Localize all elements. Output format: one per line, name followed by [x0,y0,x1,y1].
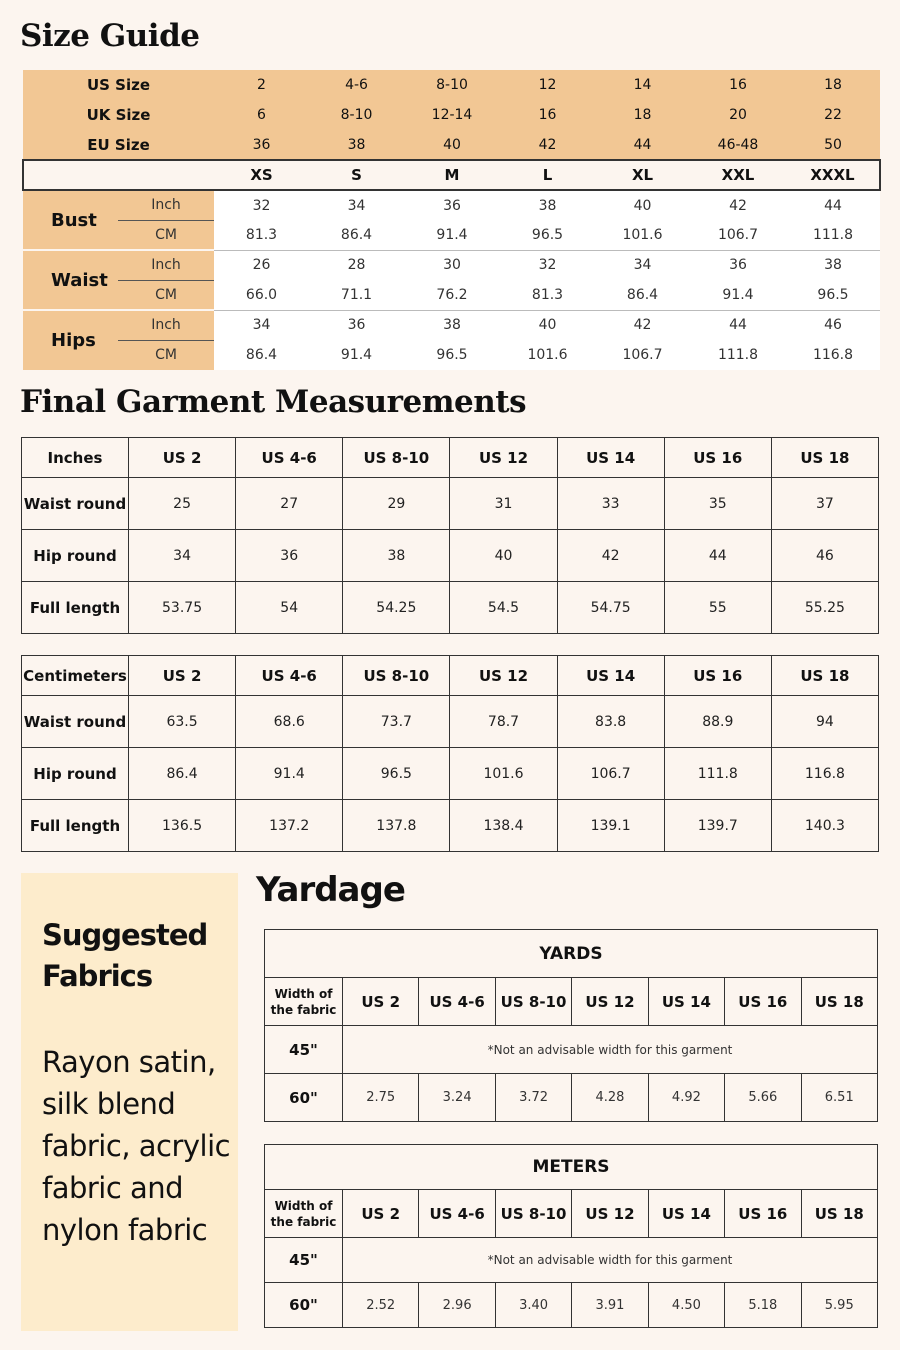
letter-size-cell: XL [595,160,690,190]
table-row [22,748,879,800]
size-header: US 4-6 [236,438,343,478]
uk-size-label: UK Size [86,106,151,124]
value-cell: 35 [664,478,771,530]
hips-inch-cell: 40 [500,310,595,340]
corner-label: Centimeters [22,656,129,696]
eu-size-cell: 50 [824,136,842,153]
suggested-fabrics-heading: Suggested Fabrics [42,918,208,993]
us-size-cell: 18 [824,77,842,93]
value-cell: 101.6 [450,748,557,800]
value-cell: 4.50 [648,1283,724,1328]
value-cell: 40 [450,530,557,582]
hips-cm-cell: 86.4 [214,340,309,370]
size-header: US 12 [572,978,648,1026]
waist-inch-cell: 26 [214,250,309,280]
us-size-cell: 14 [633,77,652,93]
value-cell: 29 [343,478,450,530]
value-cell: 3.72 [495,1074,571,1122]
waist-inch-cell: 30 [404,250,500,280]
value-cell: 6.51 [801,1074,877,1122]
suggested-fabrics-panel [21,873,238,1331]
table-row [265,1283,878,1328]
size-header: US 16 [664,438,771,478]
eu-size-cell: 36 [252,136,271,153]
value-cell: 78.7 [450,696,557,748]
not-advisable-note: *Not an advisable width for this garment [343,1238,878,1283]
hips-cm-label: CM [118,340,214,370]
bust-label: Bust [23,190,118,250]
size-header: US 18 [771,438,878,478]
width-60-label: 60" [265,1074,343,1122]
eu-size-cell: 44 [633,136,652,153]
us-size-cell: 8-10 [436,77,468,93]
letter-size-cell: XXXL [786,160,880,190]
waist-inch-label: Inch [118,250,214,280]
value-cell: 136.5 [129,800,236,852]
us-size-row [23,70,880,100]
size-header: US 18 [801,1190,877,1238]
bust-cm-cell: 96.5 [500,220,595,250]
row-label: Hip round [22,530,129,582]
hips-cm-cell: 111.8 [690,340,786,370]
hips-cm-cell: 116.8 [786,340,880,370]
table-row [22,582,879,634]
uk-size-row [23,100,880,130]
row-label: Waist round [22,478,129,530]
size-header: US 14 [557,438,664,478]
value-cell: 54.5 [450,582,557,634]
waist-inch-cell: 36 [690,250,786,280]
meters-caption: METERS [265,1145,878,1190]
final-garment-inches-table [21,437,879,634]
value-cell: 4.28 [572,1074,648,1122]
width-45-label: 45" [265,1026,343,1074]
hips-label: Hips [23,310,118,370]
value-cell: 46 [771,530,878,582]
size-header: US 16 [664,656,771,696]
corner-label: Inches [22,438,129,478]
value-cell: 106.7 [557,748,664,800]
letter-size-row [23,160,880,190]
waist-cm-label: CM [118,280,214,310]
us-size-cell: 12 [538,77,557,93]
letter-size-cell: M [404,160,500,190]
value-cell: 2.52 [343,1283,419,1328]
us-size-cell: 4-6 [345,77,368,93]
waist-label: Waist [23,250,118,310]
letter-size-cell: XXL [690,160,786,190]
value-cell: 140.3 [771,800,878,852]
letter-size-cell: XS [214,160,309,190]
size-header: US 14 [648,978,724,1026]
row-label: Hip round [22,748,129,800]
waist-inch-cell: 28 [309,250,404,280]
bust-cm-cell: 91.4 [404,220,500,250]
bust-cm-row [23,220,880,250]
value-cell: 31 [450,478,557,530]
width-45-label: 45" [265,1238,343,1283]
bust-inch-label: Inch [118,190,214,220]
size-header: US 12 [572,1190,648,1238]
us-size-cell: 2 [257,77,266,93]
value-cell: 116.8 [771,748,878,800]
value-cell: 63.5 [129,696,236,748]
size-header: US 4-6 [236,656,343,696]
bust-inch-cell: 44 [786,190,880,220]
table-row [22,696,879,748]
value-cell: 54.75 [557,582,664,634]
waist-inch-cell: 38 [786,250,880,280]
value-cell: 53.75 [129,582,236,634]
size-header: US 8-10 [495,1190,571,1238]
value-cell: 54 [236,582,343,634]
size-guide-table [22,70,879,371]
table-row [265,1074,878,1122]
bust-inch-cell: 34 [309,190,404,220]
table-row [265,1026,878,1074]
hips-inch-row [23,310,880,340]
width-label: Width of the fabric [265,1190,343,1238]
value-cell: 27 [236,478,343,530]
yardage-yards-table [264,929,878,1122]
value-cell: 3.91 [572,1283,648,1328]
table-row [265,1238,878,1283]
value-cell: 55.25 [771,582,878,634]
value-cell: 5.95 [801,1283,877,1328]
waist-cm-cell: 91.4 [690,280,786,310]
not-advisable-note: *Not an advisable width for this garment [343,1026,878,1074]
value-cell: 54.25 [343,582,450,634]
hips-inch-label: Inch [118,310,214,340]
value-cell: 94 [771,696,878,748]
size-header: US 2 [129,438,236,478]
waist-cm-cell: 81.3 [500,280,595,310]
letter-size-cell: S [309,160,404,190]
uk-size-cell: 22 [824,107,842,123]
final-garment-title: Final Garment Measurements [20,384,527,420]
value-cell: 55 [664,582,771,634]
waist-cm-cell: 71.1 [309,280,404,310]
value-cell: 88.9 [664,696,771,748]
value-cell: 68.6 [236,696,343,748]
value-cell: 25 [129,478,236,530]
size-header: US 8-10 [343,438,450,478]
value-cell: 5.18 [725,1283,801,1328]
value-cell: 137.8 [343,800,450,852]
value-cell: 91.4 [236,748,343,800]
size-header: US 16 [725,1190,801,1238]
waist-cm-cell: 86.4 [595,280,690,310]
row-label: Waist round [22,696,129,748]
size-header: US 2 [343,978,419,1026]
width-60-label: 60" [265,1283,343,1328]
row-label: Full length [22,582,129,634]
size-header: US 14 [557,656,664,696]
size-header: US 12 [450,438,557,478]
size-header: US 14 [648,1190,724,1238]
eu-size-row [23,130,880,160]
suggested-fabrics-text: Rayon satin, silk blend fabric, acrylic fabric and nylon fabric [42,1045,231,1247]
row-label: Full length [22,800,129,852]
value-cell: 44 [664,530,771,582]
waist-inch-cell: 32 [500,250,595,280]
value-cell: 2.96 [419,1283,495,1328]
waist-inch-cell: 34 [595,250,690,280]
eu-size-cell: 46-48 [717,136,759,153]
uk-size-cell: 12-14 [431,107,473,123]
uk-size-cell: 16 [538,107,557,123]
value-cell: 4.92 [648,1074,724,1122]
bust-cm-label: CM [118,220,214,250]
waist-cm-cell: 96.5 [786,280,880,310]
size-guide-title: Size Guide [20,18,200,54]
bust-cm-cell: 81.3 [214,220,309,250]
final-garment-centimeters-table [21,655,879,852]
uk-size-cell: 6 [257,107,266,123]
bust-inch-cell: 38 [500,190,595,220]
eu-size-cell: 42 [538,136,557,153]
value-cell: 34 [129,530,236,582]
eu-size-cell: 40 [443,136,461,153]
value-cell: 5.66 [725,1074,801,1122]
bust-cm-cell: 111.8 [786,220,880,250]
bust-cm-cell: 86.4 [309,220,404,250]
size-header: US 2 [129,656,236,696]
bust-inch-cell: 40 [595,190,690,220]
us-size-cell: 16 [729,77,747,93]
size-header: US 18 [771,656,878,696]
table-row [22,478,879,530]
size-header: US 4-6 [419,978,495,1026]
hips-inch-cell: 42 [595,310,690,340]
value-cell: 38 [343,530,450,582]
letter-size-cell: L [500,160,595,190]
bust-inch-cell: 32 [214,190,309,220]
value-cell: 37 [771,478,878,530]
eu-size-cell: 38 [347,136,366,153]
size-header: US 18 [801,978,877,1026]
width-label: Width of the fabric [265,978,343,1026]
value-cell: 2.75 [343,1074,419,1122]
value-cell: 73.7 [343,696,450,748]
bust-cm-cell: 101.6 [595,220,690,250]
hips-inch-cell: 46 [786,310,880,340]
hips-cm-cell: 96.5 [404,340,500,370]
yardage-meters-table [264,1144,878,1328]
waist-inch-row [23,250,880,280]
uk-size-cell: 8-10 [340,107,373,123]
value-cell: 111.8 [664,748,771,800]
hips-cm-cell: 106.7 [595,340,690,370]
value-cell: 33 [557,478,664,530]
us-size-label: US Size [86,76,151,94]
value-cell: 137.2 [236,800,343,852]
value-cell: 138.4 [450,800,557,852]
value-cell: 139.7 [664,800,771,852]
uk-size-cell: 18 [633,107,652,123]
yardage-title: Yardage [256,870,405,910]
size-header: US 16 [725,978,801,1026]
letter-size-blank [23,160,214,190]
eu-size-label: EU Size [87,135,150,154]
value-cell: 96.5 [343,748,450,800]
bust-cm-cell: 106.7 [690,220,786,250]
hips-inch-cell: 34 [214,310,309,340]
size-header: US 12 [450,656,557,696]
bust-inch-cell: 36 [404,190,500,220]
hips-inch-cell: 36 [309,310,404,340]
size-header: US 4-6 [419,1190,495,1238]
value-cell: 36 [236,530,343,582]
value-cell: 139.1 [557,800,664,852]
table-row [22,800,879,852]
waist-cm-cell: 76.2 [404,280,500,310]
waist-cm-cell: 66.0 [214,280,309,310]
hips-inch-cell: 38 [404,310,500,340]
value-cell: 83.8 [557,696,664,748]
bust-inch-row [23,190,880,220]
yards-caption: YARDS [265,930,878,978]
size-header: US 8-10 [495,978,571,1026]
waist-cm-row [23,280,880,310]
size-header: US 8-10 [343,656,450,696]
hips-inch-cell: 44 [690,310,786,340]
value-cell: 3.40 [495,1283,571,1328]
value-cell: 86.4 [129,748,236,800]
hips-cm-cell: 101.6 [500,340,595,370]
value-cell: 3.24 [419,1074,495,1122]
hips-cm-row [23,340,880,370]
uk-size-cell: 20 [729,107,747,123]
table-row [22,530,879,582]
value-cell: 42 [557,530,664,582]
size-header: US 2 [343,1190,419,1238]
bust-inch-cell: 42 [690,190,786,220]
hips-cm-cell: 91.4 [309,340,404,370]
